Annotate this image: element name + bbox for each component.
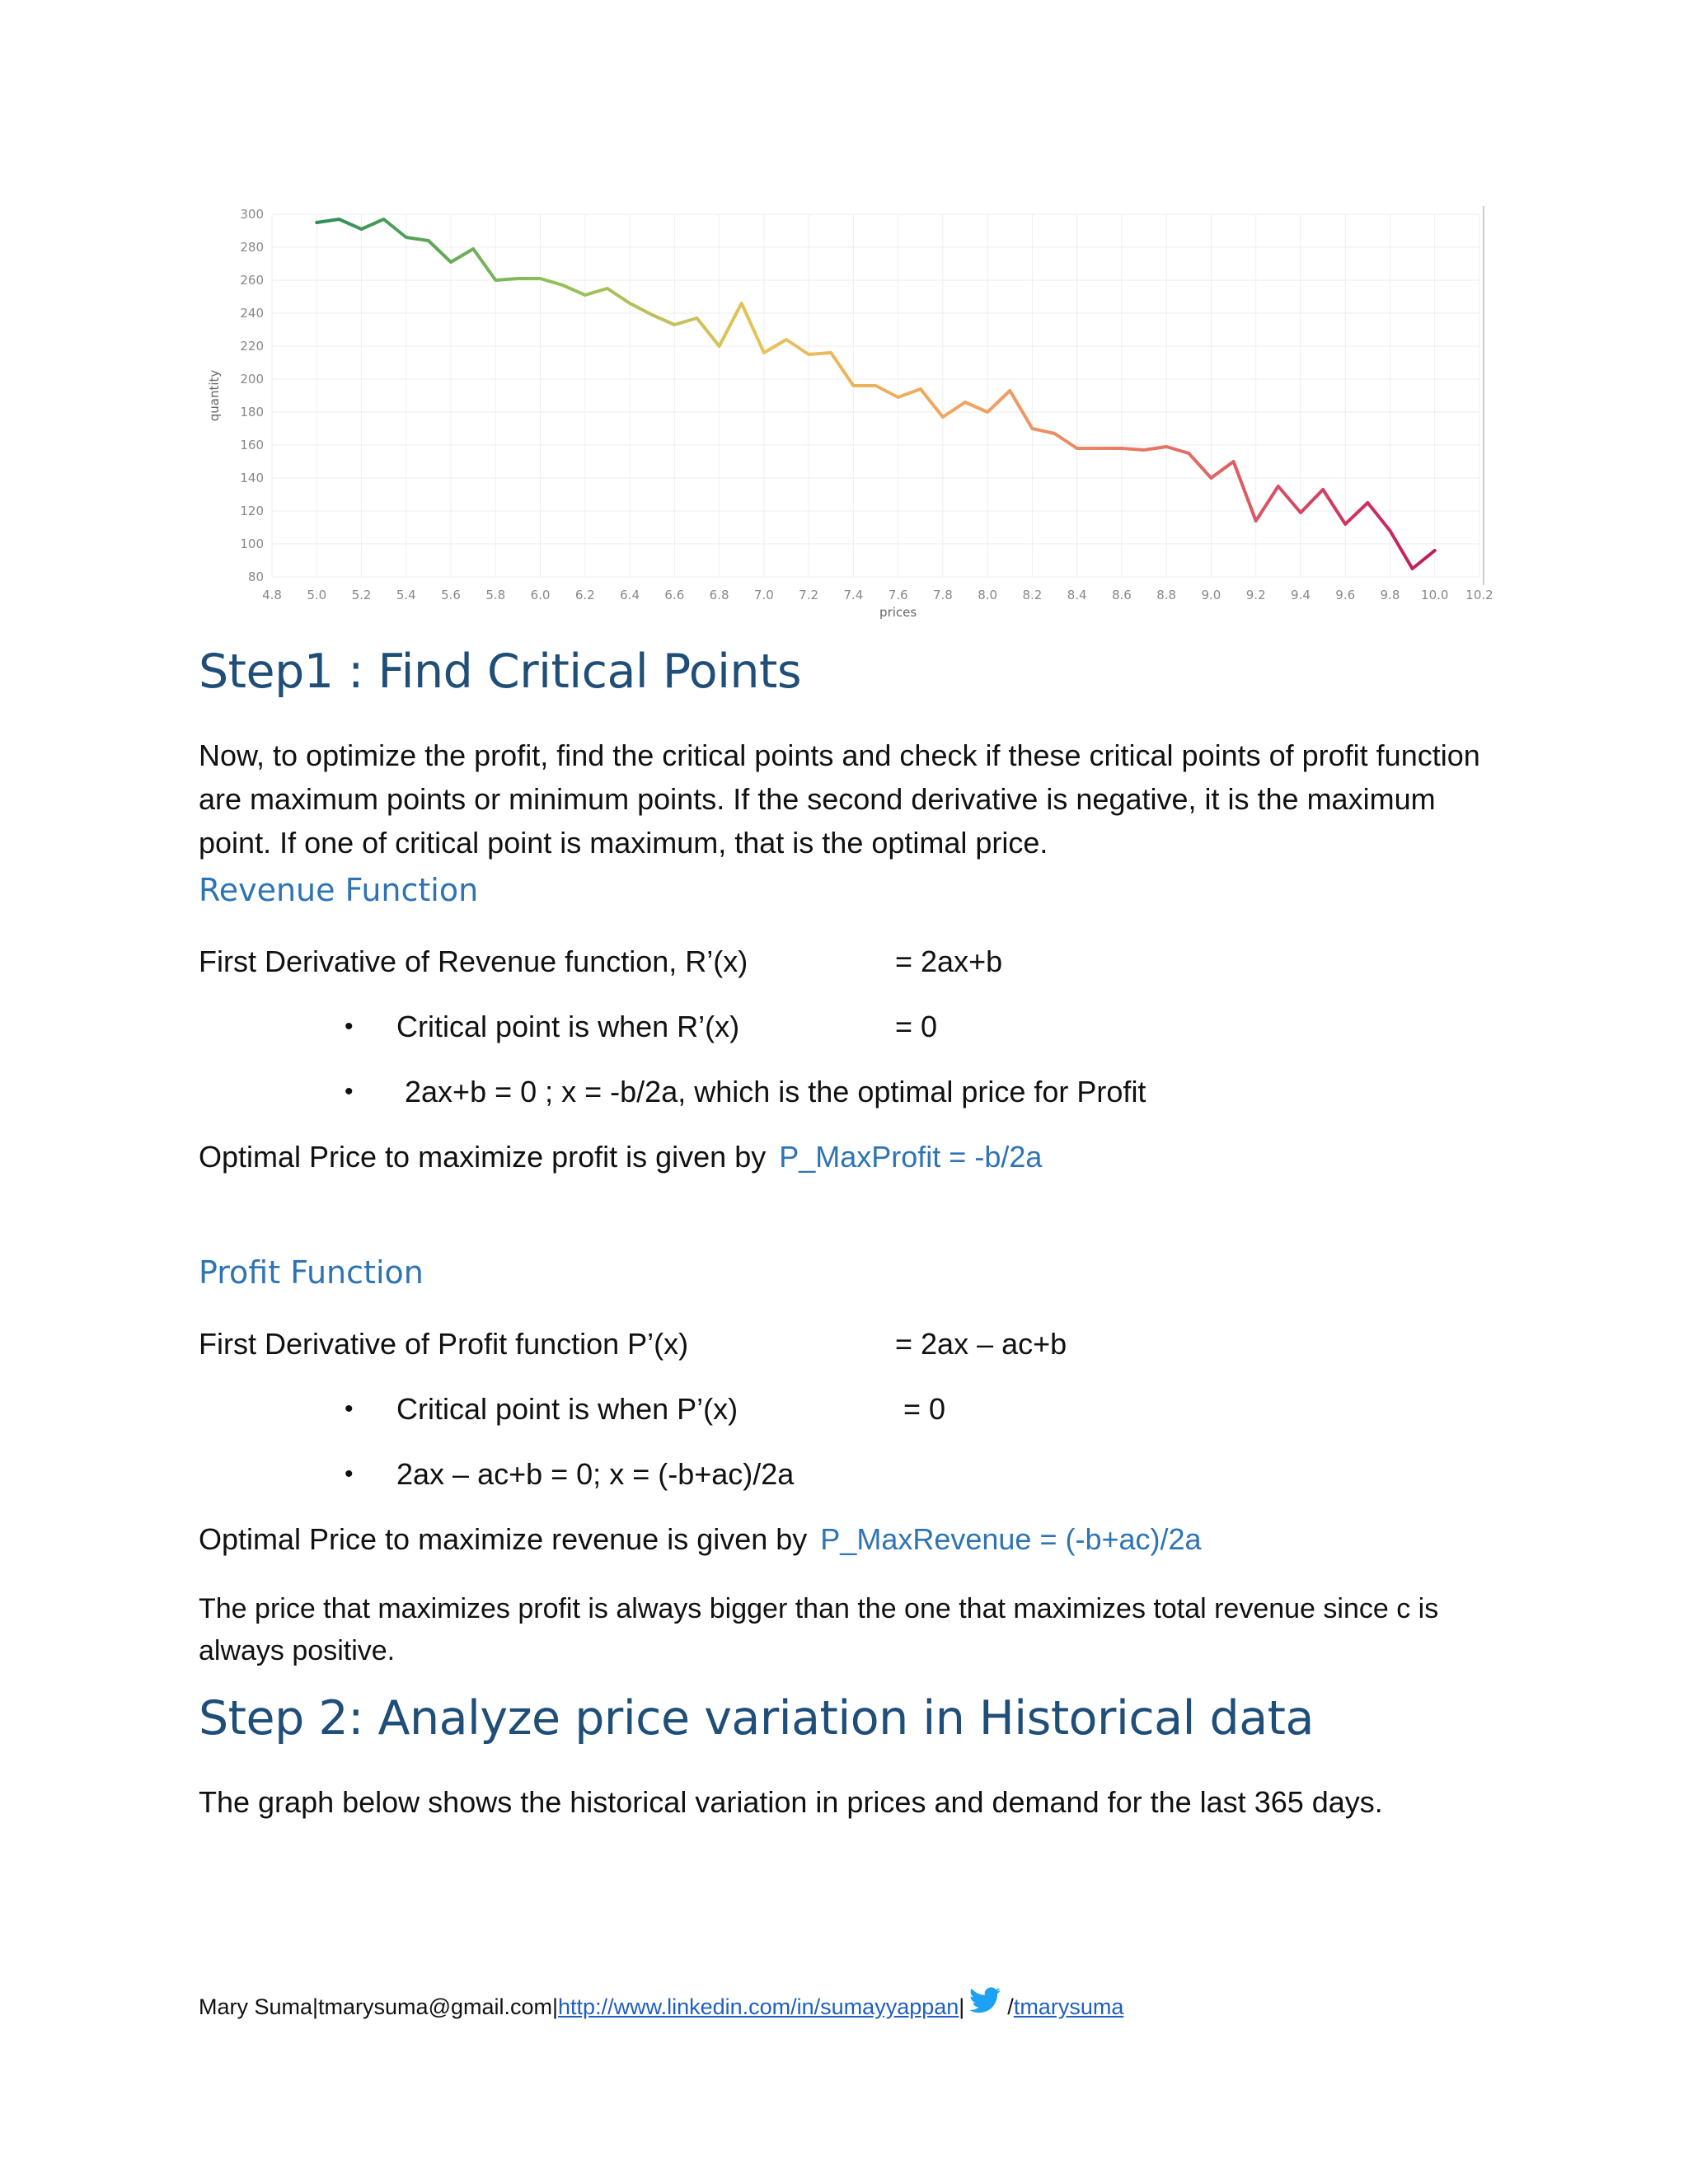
y-tick-label: 300 <box>240 207 264 222</box>
profit-derivative-value: = 2ax – ac+b <box>895 1327 1067 1361</box>
x-tick-label: 6.0 <box>530 588 551 602</box>
x-tick-label: 6.8 <box>709 588 729 602</box>
bullet-icon: • <box>345 1078 354 1105</box>
x-tick-label: 10.0 <box>1421 588 1449 602</box>
revenue-optimal-formula: P_MaxProfit = -b/2a <box>779 1140 1043 1174</box>
x-tick-label: 8.0 <box>978 588 998 602</box>
twitter-bird-icon <box>969 1986 1001 2014</box>
footer-separator: | <box>959 1994 965 2019</box>
profit-critical-value: = 0 <box>903 1392 946 1426</box>
x-tick-label: 5.4 <box>396 588 416 602</box>
y-tick-label: 120 <box>240 504 264 518</box>
x-tick-label: 5.8 <box>485 588 506 602</box>
x-tick-label: 9.0 <box>1201 588 1221 602</box>
profit-solution: 2ax – ac+b = 0; x = (-b+ac)/2a <box>396 1457 795 1491</box>
y-axis-label: quantity <box>207 369 222 422</box>
x-tick-label: 6.6 <box>664 588 685 602</box>
x-tick-label: 9.8 <box>1380 588 1400 602</box>
y-tick-label: 140 <box>240 471 264 485</box>
x-tick-label: 9.4 <box>1291 588 1311 602</box>
x-tick-label: 5.2 <box>351 588 372 602</box>
y-tick-label: 200 <box>240 372 264 387</box>
revenue-critical-label: Critical point is when R’(x) <box>396 1010 740 1043</box>
linkedin-link[interactable]: http://www.linkedin.com/in/sumayyappan <box>558 1994 959 2019</box>
step2-intro: The graph below shows the historical variation in prices and demand for the last 365 days. <box>199 1785 1383 1819</box>
profit-function-heading: Profit Function <box>199 1254 424 1291</box>
bullet-icon: • <box>345 1395 354 1422</box>
y-tick-label: 160 <box>240 438 264 452</box>
y-tick-label: 80 <box>247 569 264 584</box>
x-tick-label: 10.2 <box>1465 588 1493 602</box>
step1-intro: Now, to optimize the profit, find the critical points and check if these critical points of profit function are maximum points or minimum points. If the second derivative is negative, it is the maximum point. If one of critical point is maximum, that is the optimal price. <box>199 738 1480 860</box>
y-tick-label: 280 <box>240 240 264 255</box>
x-tick-label: 9.6 <box>1335 588 1356 602</box>
profit-derivative-label: First Derivative of Profit function P’(x) <box>199 1327 689 1361</box>
x-tick-label: 7.8 <box>932 588 953 602</box>
x-tick-label: 9.2 <box>1245 588 1266 602</box>
footer-contact: Mary Suma|tmarysuma@gmail.com| <box>199 1994 559 2019</box>
step2-heading: Step 2: Analyze price variation in Historical data <box>199 1691 1314 1746</box>
profit-optimal-label: Optimal Price to maximize revenue is given by <box>199 1522 816 1556</box>
y-tick-label: 100 <box>240 537 264 551</box>
series-line <box>316 219 1434 569</box>
twitter-handle-link[interactable]: tmarysuma <box>1013 1994 1124 2019</box>
revenue-solution: 2ax+b = 0 ; x = -b/2a, which is the optimal price for Profit <box>405 1075 1146 1108</box>
revenue-optimal-label: Optimal Price to maximize profit is given by <box>199 1140 775 1174</box>
profit-optimal-line <box>199 1521 1202 1558</box>
x-tick-label: 7.4 <box>843 588 864 602</box>
x-tick-label: 5.6 <box>441 588 461 602</box>
x-tick-label: 7.6 <box>888 588 908 602</box>
price-quantity-chart <box>198 194 1493 622</box>
revenue-derivative-label: First Derivative of Revenue function, R’(x) <box>199 944 748 978</box>
x-tick-label: 8.6 <box>1111 588 1132 602</box>
x-tick-label: 4.8 <box>262 588 282 602</box>
x-tick-label: 8.8 <box>1156 588 1177 602</box>
profit-critical-label: Critical point is when P’(x) <box>396 1392 738 1426</box>
profit-optimal-formula: P_MaxRevenue = (-b+ac)/2a <box>820 1522 1202 1556</box>
page-footer <box>199 1993 1123 2021</box>
x-tick-label: 6.2 <box>574 588 595 602</box>
revenue-derivative-value: = 2ax+b <box>895 944 1003 978</box>
revenue-optimal-line <box>199 1139 1042 1175</box>
step1-heading: Step1 : Find Critical Points <box>199 644 802 699</box>
x-tick-label: 7.2 <box>799 588 819 602</box>
chart-svg <box>198 194 1493 622</box>
y-tick-label: 240 <box>240 306 264 321</box>
y-tick-label: 220 <box>240 339 264 354</box>
y-tick-label: 260 <box>240 273 264 288</box>
y-tick-label: 180 <box>240 405 264 419</box>
x-tick-label: 6.4 <box>620 588 640 602</box>
bullet-icon: • <box>345 1460 354 1488</box>
x-tick-label: 8.4 <box>1067 588 1087 602</box>
x-axis-label: prices <box>879 605 917 620</box>
revenue-function-heading: Revenue Function <box>199 872 479 908</box>
bullet-icon: • <box>345 1013 354 1040</box>
x-tick-label: 7.0 <box>753 588 774 602</box>
price-comparison-note: The price that maximizes profit is always bigger than the one that maximizes total revenue since c is always positive. <box>199 1593 1439 1666</box>
x-tick-label: 8.2 <box>1022 588 1043 602</box>
x-tick-label: 5.0 <box>307 588 327 602</box>
twitter-prefix: / <box>1007 1994 1014 2019</box>
revenue-critical-value: = 0 <box>895 1010 938 1043</box>
